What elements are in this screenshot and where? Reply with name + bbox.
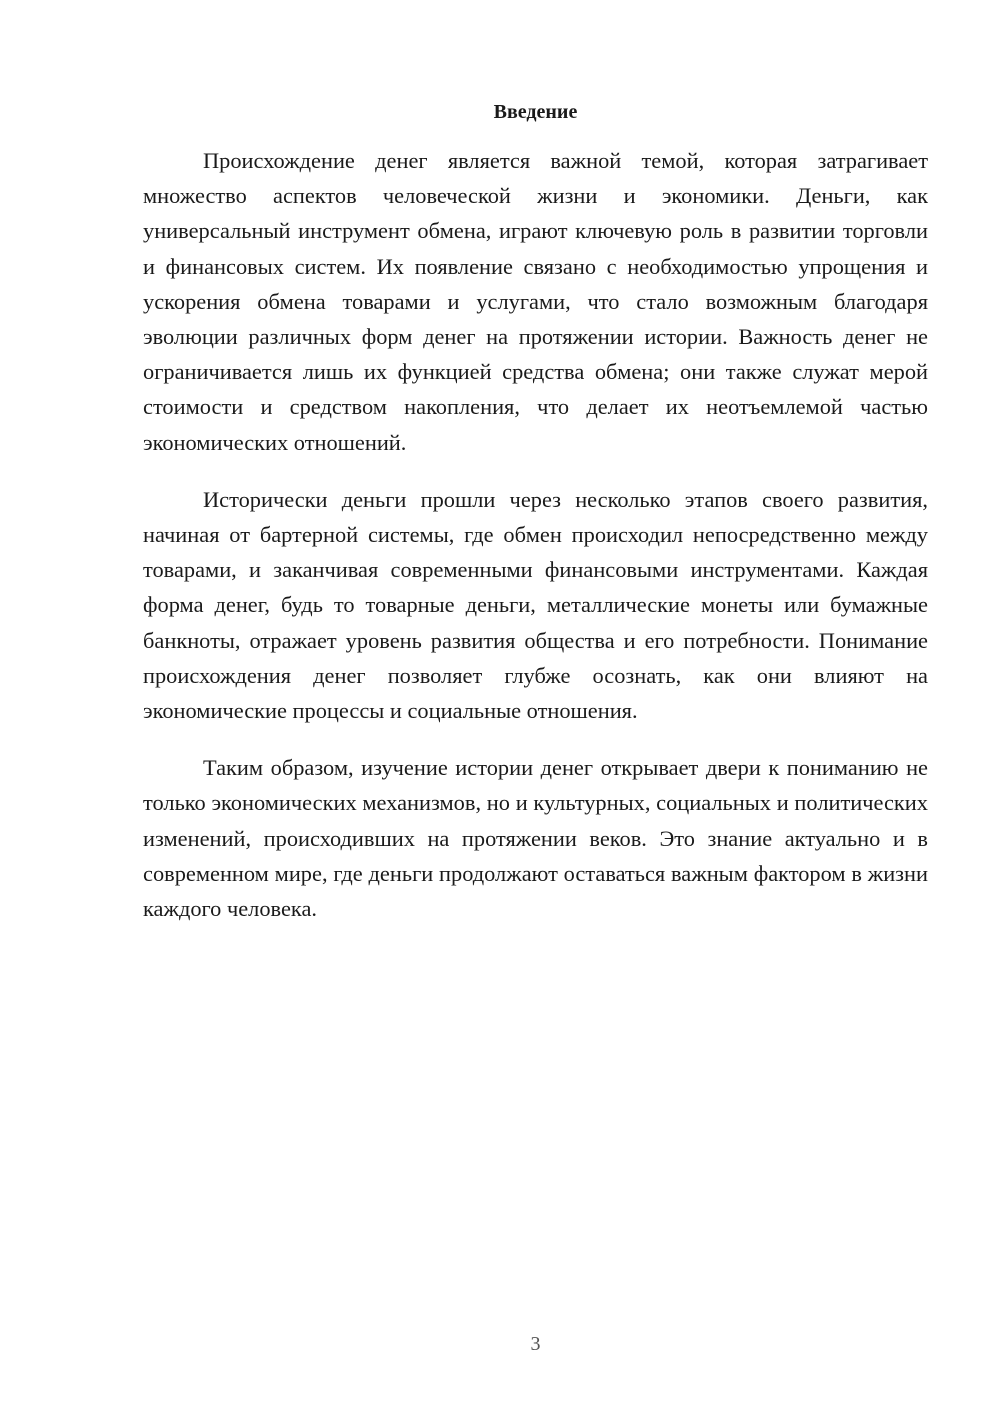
paragraph-3: Таким образом, изучение истории денег открывает двери к пониманию не только экономических механизмов, но и культурных, социальных и политических изменений, происходивших на протяжении веков. Это знание актуально и в современном мире, где деньги продолжают оставаться важным фактором в жизни каждого человека. <box>143 755 928 922</box>
paragraph-1: Происхождение денег является важной темой, которая затрагивает множество аспектов человеческой жизни и экономики. Деньги, как универсальный инструмент обмена, играют ключевую роль в развитии торговли и финансовых систем. Их появление связано с необходимостью упрощения и ускорения обмена товарами и услугами, что стало возможным благодаря эволюции различных форм денег на протяжении истории. Важность денег не ограничивается лишь их функцией средства обмена; они также служат мерой стоимости и средством накопления, что делает их неотъемлемой частью экономических отношений. <box>143 148 928 455</box>
paragraph-2: Исторически деньги прошли через несколько этапов своего развития, начиная от бартерной системы, где обмен происходил непосредственно между товарами, и заканчивая современными финансовыми инструментами. Каждая форма денег, будь то товарные деньги, металлические монеты или бумажные банкноты, отражает уровень развития общества и его потребности. Понимание происхождения денег позволяет глубже осознать, как они влияют на экономические процессы и социальные отношения. <box>143 486 928 724</box>
body-text <box>143 143 928 948</box>
page-title: Введение <box>493 101 578 123</box>
page-number: 3 <box>530 1333 541 1355</box>
